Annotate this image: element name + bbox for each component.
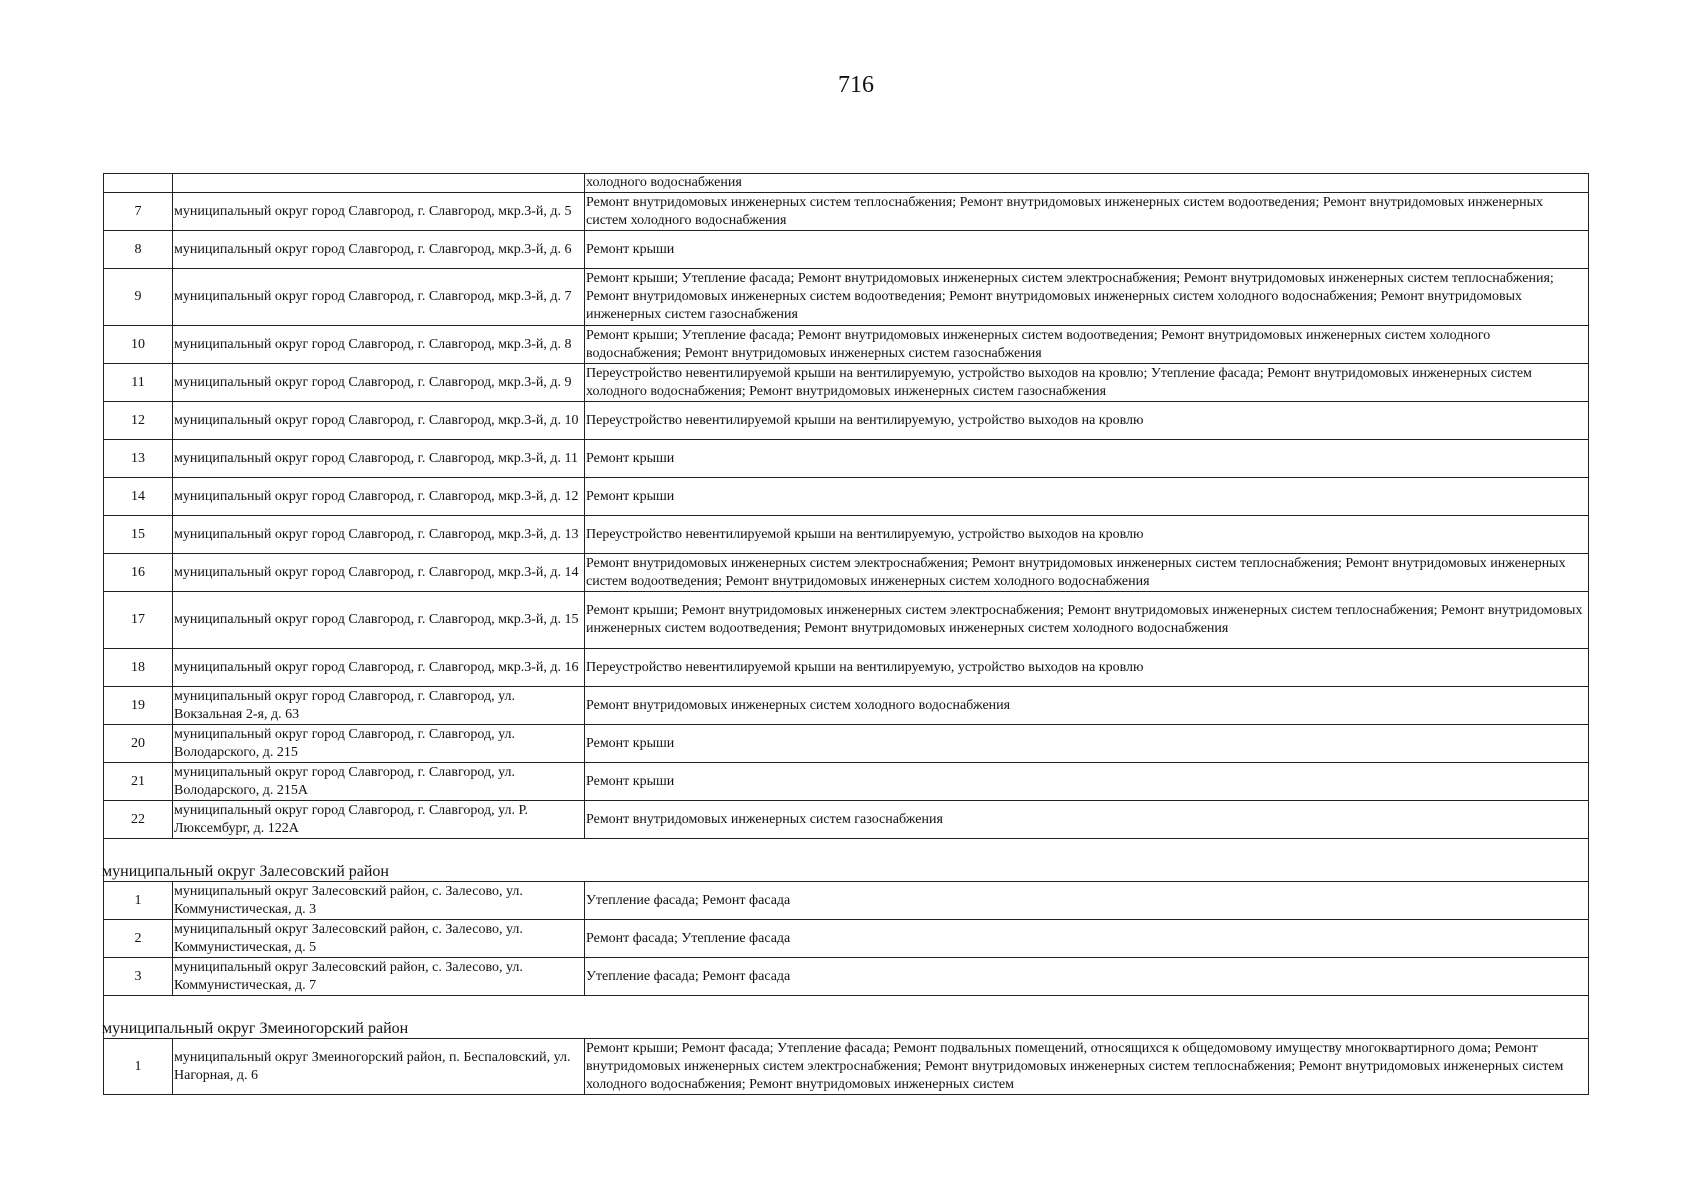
row-number: 8 <box>104 231 173 269</box>
table-row <box>104 231 1589 269</box>
row-works: Ремонт фасада; Утепление фасада <box>585 920 1589 958</box>
row-works: Ремонт крыши; Ремонт фасада; Утепление фасада; Ремонт подвальных помещений, относящихся к общедомовому имуществу многоквартирного дома; Ремонт внутридомовых инженерных систем электроснабжения; Ремонт внутридомовых инженерных систем теплоснабжения; Ремонт внутридомовых инженерных систем холодного водоснабжения; Ремонт внутридомовых инженерных систем <box>585 1039 1589 1095</box>
row-number: 2 <box>104 920 173 958</box>
table-row <box>104 478 1589 516</box>
section-header-cell <box>104 839 1589 882</box>
row-address: муниципальный округ город Славгород, г. Славгород, ул. Володарского, д. 215 <box>173 725 585 763</box>
row-address: муниципальный округ город Славгород, г. Славгород, мкр.3-й, д. 12 <box>173 478 585 516</box>
row-number: 22 <box>104 801 173 839</box>
row-works: Переустройство невентилируемой крыши на вентилируемую, устройство выходов на кровлю <box>585 402 1589 440</box>
row-address: муниципальный округ город Славгород, г. Славгород, мкр.3-й, д. 5 <box>173 193 585 231</box>
row-works: Ремонт внутридомовых инженерных систем газоснабжения <box>585 801 1589 839</box>
table-row <box>104 269 1589 326</box>
row-works: холодного водоснабжения <box>585 174 1589 193</box>
row-works: Ремонт крыши <box>585 763 1589 801</box>
row-number: 14 <box>104 478 173 516</box>
row-address: муниципальный округ город Славгород, г. Славгород, мкр.3-й, д. 9 <box>173 364 585 402</box>
table-row <box>104 440 1589 478</box>
row-works: Ремонт внутридомовых инженерных систем холодного водоснабжения <box>585 687 1589 725</box>
table-row <box>104 725 1589 763</box>
row-address: муниципальный округ город Славгород, г. Славгород, мкр.3-й, д. 11 <box>173 440 585 478</box>
page-number: 716 <box>838 72 874 98</box>
row-number: 7 <box>104 193 173 231</box>
section-header-cell <box>104 996 1589 1039</box>
table-row <box>104 882 1589 920</box>
row-number: 12 <box>104 402 173 440</box>
row-address: муниципальный округ город Славгород, г. Славгород, мкр.3-й, д. 15 <box>173 592 585 649</box>
row-number: 9 <box>104 269 173 326</box>
row-works: Ремонт крыши; Утепление фасада; Ремонт внутридомовых инженерных систем водоотведения; Ремонт внутридомовых инженерных систем холодного водоснабжения; Ремонт внутридомовых инженерных систем газоснабжения <box>585 326 1589 364</box>
table-row <box>104 920 1589 958</box>
row-address: муниципальный округ город Славгород, г. Славгород, мкр.3-й, д. 7 <box>173 269 585 326</box>
row-number: 17 <box>104 592 173 649</box>
row-works: Ремонт крыши; Утепление фасада; Ремонт внутридомовых инженерных систем электроснабжения; Ремонт внутридомовых инженерных систем теплоснабжения; Ремонт внутридомовых инженерных систем водоотведения; Ремонт внутридомовых инженерных систем холодного водоснабжения; Ремонт внутридомовых инженерных систем газоснабжения <box>585 269 1589 326</box>
row-address: муниципальный округ город Славгород, г. Славгород, мкр.3-й, д. 6 <box>173 231 585 269</box>
section-header <box>104 996 1589 1039</box>
table-row <box>104 958 1589 996</box>
row-works: Ремонт крыши; Ремонт внутридомовых инженерных систем электроснабжения; Ремонт внутридомовых инженерных систем теплоснабжения; Ремонт внутридомовых инженерных систем водоотведения; Ремонт внутридомовых инженерных систем холодного водоснабжения <box>585 592 1589 649</box>
row-address: муниципальный округ город Славгород, г. Славгород, мкр.3-й, д. 10 <box>173 402 585 440</box>
row-number: 20 <box>104 725 173 763</box>
row-number: 21 <box>104 763 173 801</box>
table-row <box>104 592 1589 649</box>
row-address: муниципальный округ город Славгород, г. Славгород, мкр.3-й, д. 13 <box>173 516 585 554</box>
table-row <box>104 763 1589 801</box>
row-number: 1 <box>104 882 173 920</box>
row-address: муниципальный округ Змеиногорский район, п. Беспаловский, ул. Нагорная, д. 6 <box>173 1039 585 1095</box>
row-number: 15 <box>104 516 173 554</box>
row-number: 13 <box>104 440 173 478</box>
row-address <box>173 174 585 193</box>
table-row <box>104 649 1589 687</box>
row-address: муниципальный округ город Славгород, г. Славгород, мкр.3-й, д. 16 <box>173 649 585 687</box>
table-row <box>104 364 1589 402</box>
row-address: муниципальный округ город Славгород, г. Славгород, ул. Володарского, д. 215А <box>173 763 585 801</box>
section-header <box>104 839 1589 882</box>
table-row <box>104 326 1589 364</box>
table-row <box>104 174 1589 193</box>
row-address: муниципальный округ Залесовский район, с. Залесово, ул. Коммунистическая, д. 7 <box>173 958 585 996</box>
table-row <box>104 516 1589 554</box>
section-title: муниципальный округ Залесовский район <box>102 863 389 880</box>
row-works: Переустройство невентилируемой крыши на вентилируемую, устройство выходов на кровлю; Утепление фасада; Ремонт внутридомовых инженерных систем холодного водоснабжения; Ремонт внутридомовых инженерных систем газоснабжения <box>585 364 1589 402</box>
row-address: муниципальный округ Залесовский район, с. Залесово, ул. Коммунистическая, д. 5 <box>173 920 585 958</box>
row-number: 1 <box>104 1039 173 1095</box>
row-works: Ремонт крыши <box>585 725 1589 763</box>
row-works: Ремонт крыши <box>585 440 1589 478</box>
row-number: 19 <box>104 687 173 725</box>
row-address: муниципальный округ город Славгород, г. Славгород, ул. Р. Люксембург, д. 122А <box>173 801 585 839</box>
row-works: Утепление фасада; Ремонт фасада <box>585 958 1589 996</box>
table-row <box>104 801 1589 839</box>
row-works: Переустройство невентилируемой крыши на вентилируемую, устройство выходов на кровлю <box>585 649 1589 687</box>
row-works: Ремонт внутридомовых инженерных систем электроснабжения; Ремонт внутридомовых инженерных систем теплоснабжения; Ремонт внутридомовых инженерных систем водоотведения; Ремонт внутридомовых инженерных систем холодного водоснабжения <box>585 554 1589 592</box>
row-works: Переустройство невентилируемой крыши на вентилируемую, устройство выходов на кровлю <box>585 516 1589 554</box>
row-number <box>104 174 173 193</box>
row-works: Ремонт крыши <box>585 231 1589 269</box>
housing-repair-table <box>103 173 1589 1095</box>
row-works: Ремонт крыши <box>585 478 1589 516</box>
table-row <box>104 554 1589 592</box>
row-works: Утепление фасада; Ремонт фасада <box>585 882 1589 920</box>
row-number: 16 <box>104 554 173 592</box>
row-address: муниципальный округ город Славгород, г. Славгород, мкр.3-й, д. 8 <box>173 326 585 364</box>
row-number: 11 <box>104 364 173 402</box>
row-address: муниципальный округ город Славгород, г. Славгород, ул. Вокзальная 2-я, д. 63 <box>173 687 585 725</box>
row-address: муниципальный округ город Славгород, г. Славгород, мкр.3-й, д. 14 <box>173 554 585 592</box>
row-number: 10 <box>104 326 173 364</box>
table-row <box>104 402 1589 440</box>
table-row <box>104 687 1589 725</box>
row-address: муниципальный округ Залесовский район, с. Залесово, ул. Коммунистическая, д. 3 <box>173 882 585 920</box>
row-number: 3 <box>104 958 173 996</box>
row-number: 18 <box>104 649 173 687</box>
table-row <box>104 1039 1589 1095</box>
table-row <box>104 193 1589 231</box>
row-works: Ремонт внутридомовых инженерных систем теплоснабжения; Ремонт внутридомовых инженерных систем водоотведения; Ремонт внутридомовых инженерных систем холодного водоснабжения <box>585 193 1589 231</box>
section-title: муниципальный округ Змеиногорский район <box>102 1020 409 1037</box>
table-body <box>104 174 1589 1095</box>
